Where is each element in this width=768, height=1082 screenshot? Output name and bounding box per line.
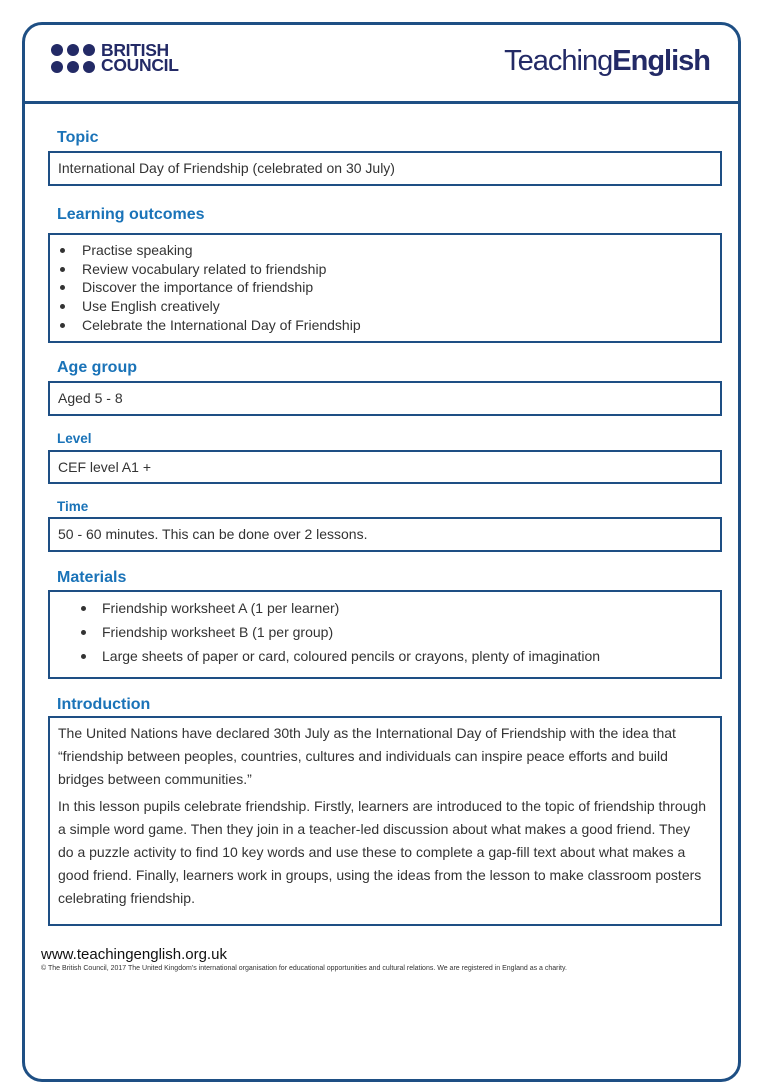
teaching-english-logo xyxy=(504,45,710,78)
learning-outcomes-box xyxy=(48,233,722,343)
topic-heading: Topic xyxy=(57,129,99,146)
footer-url[interactable]: www.teachingenglish.org.uk xyxy=(41,946,227,963)
british-council-logo xyxy=(51,40,179,75)
list-item: Friendship worksheet B (1 per group) xyxy=(56,620,600,644)
learning-outcomes-list xyxy=(58,241,361,334)
brand-line-1: BRITISH xyxy=(101,40,169,60)
topic-text: International Day of Friendship (celebrated on 30 July) xyxy=(58,160,395,176)
time-text: 50 - 60 minutes. This can be done over 2 lessons. xyxy=(58,526,368,542)
time-box xyxy=(48,517,722,552)
materials-list xyxy=(56,596,600,668)
british-council-dots-icon xyxy=(51,44,95,73)
introduction-box xyxy=(48,716,722,926)
age-group-text: Aged 5 - 8 xyxy=(58,390,123,406)
introduction-paragraph: The United Nations have declared 30th July as the International Day of Friendship with the idea that “friendship between peoples, countries, cultures and individuals can inspire peace efforts and build bridges between communities.” xyxy=(58,725,676,787)
materials-heading: Materials xyxy=(57,569,127,586)
level-heading: Level xyxy=(57,431,92,446)
level-text: CEF level A1 + xyxy=(58,459,151,475)
time-heading: Time xyxy=(57,499,89,514)
list-item: Review vocabulary related to friendship xyxy=(58,260,361,279)
list-item: Use English creatively xyxy=(58,297,361,316)
list-item: Celebrate the International Day of Friendship xyxy=(58,316,361,335)
list-item: Friendship worksheet A (1 per learner) xyxy=(56,596,600,620)
footer-legal-text: © The British Council, 2017 The United Kingdom’s international organisation for educational opportunities and cultural relations. We are registered in England as a charity. xyxy=(41,965,567,972)
materials-box xyxy=(48,590,722,679)
british-council-wordmark xyxy=(101,40,179,75)
learning-outcomes-heading: Learning outcomes xyxy=(57,206,205,223)
list-item: Practise speaking xyxy=(58,241,361,260)
list-item: Discover the importance of friendship xyxy=(58,278,361,297)
age-group-heading: Age group xyxy=(57,359,137,376)
list-item: Large sheets of paper or card, coloured pencils or crayons, plenty of imagination xyxy=(56,644,600,668)
header-divider xyxy=(22,101,741,104)
te-bold: English xyxy=(612,45,710,77)
level-box xyxy=(48,450,722,484)
brand-line-2: COUNCIL xyxy=(101,55,179,75)
age-group-box xyxy=(48,381,722,416)
topic-box xyxy=(48,151,722,186)
introduction-body xyxy=(58,722,708,914)
introduction-paragraph: In this lesson pupils celebrate friendship. Firstly, learners are introduced to the topic of friendship through a simple word game. Then they join in a teacher-led discussion about what makes a good friend. They do a puzzle activity to find 10 key words and use these to complete a gap-fill text about what makes a good friend. Finally, learners work in groups, using the ideas from the lesson to make classroom posters celebrating friendship. xyxy=(58,798,706,906)
introduction-heading: Introduction xyxy=(57,696,151,713)
te-regular: Teaching xyxy=(504,45,613,77)
